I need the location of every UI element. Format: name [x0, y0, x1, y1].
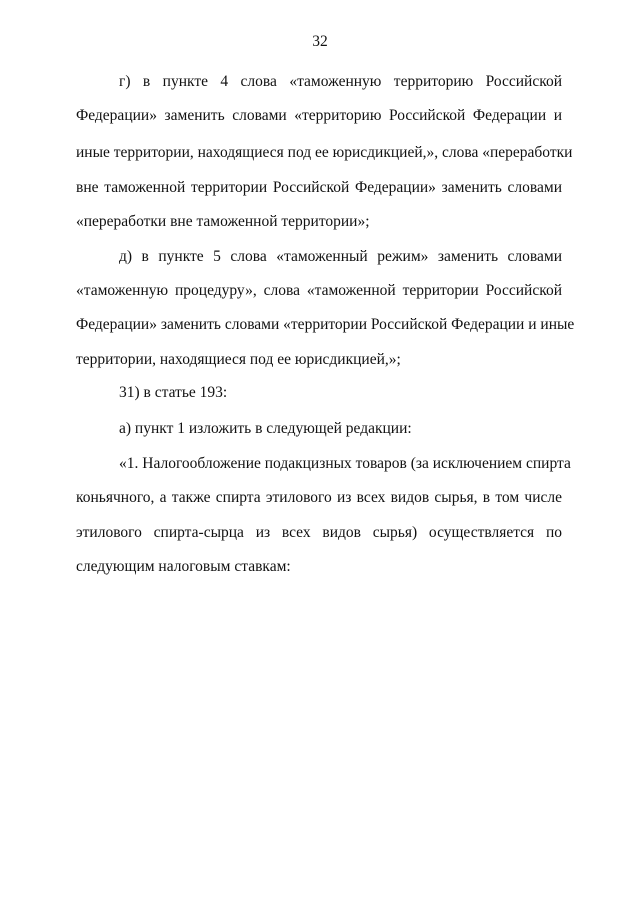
text-line: следующим налоговым ставкам: — [76, 558, 291, 575]
text-line: коньячного, а также спирта этилового из всех видов сырья, в том числе — [76, 489, 562, 506]
text-line: «таможенную процедуру», слова «таможенной территории Российской — [76, 282, 562, 299]
text-line: а) пункт 1 изложить в следующей редакции: — [119, 420, 412, 437]
text-line: этилового спирта-сырца из всех видов сырья) осуществляется по — [76, 524, 562, 541]
text-line: территории, находящиеся под ее юрисдикцией,»; — [76, 351, 401, 368]
page-number: 32 — [312, 33, 328, 50]
text-line: 31) в статье 193: — [119, 384, 228, 401]
text-line: Федерации» заменить словами «территории Российской Федерации и иные — [76, 316, 575, 333]
text-line: вне таможенной территории Российской Федерации» заменить словами — [76, 179, 562, 196]
text-line: «1. Налогообложение подакцизных товаров (за исключением спирта — [119, 455, 571, 472]
text-line: г) в пункте 4 слова «таможенную территорию Российской — [119, 73, 562, 90]
text-line: Федерации» заменить словами «территорию Российской Федерации и — [76, 107, 562, 124]
text-line: иные территории, находящиеся под ее юрисдикцией,», слова «переработки — [76, 144, 573, 161]
text-line: д) в пункте 5 слова «таможенный режим» заменить словами — [119, 248, 562, 265]
text-line: «переработки вне таможенной территории»; — [76, 213, 370, 230]
